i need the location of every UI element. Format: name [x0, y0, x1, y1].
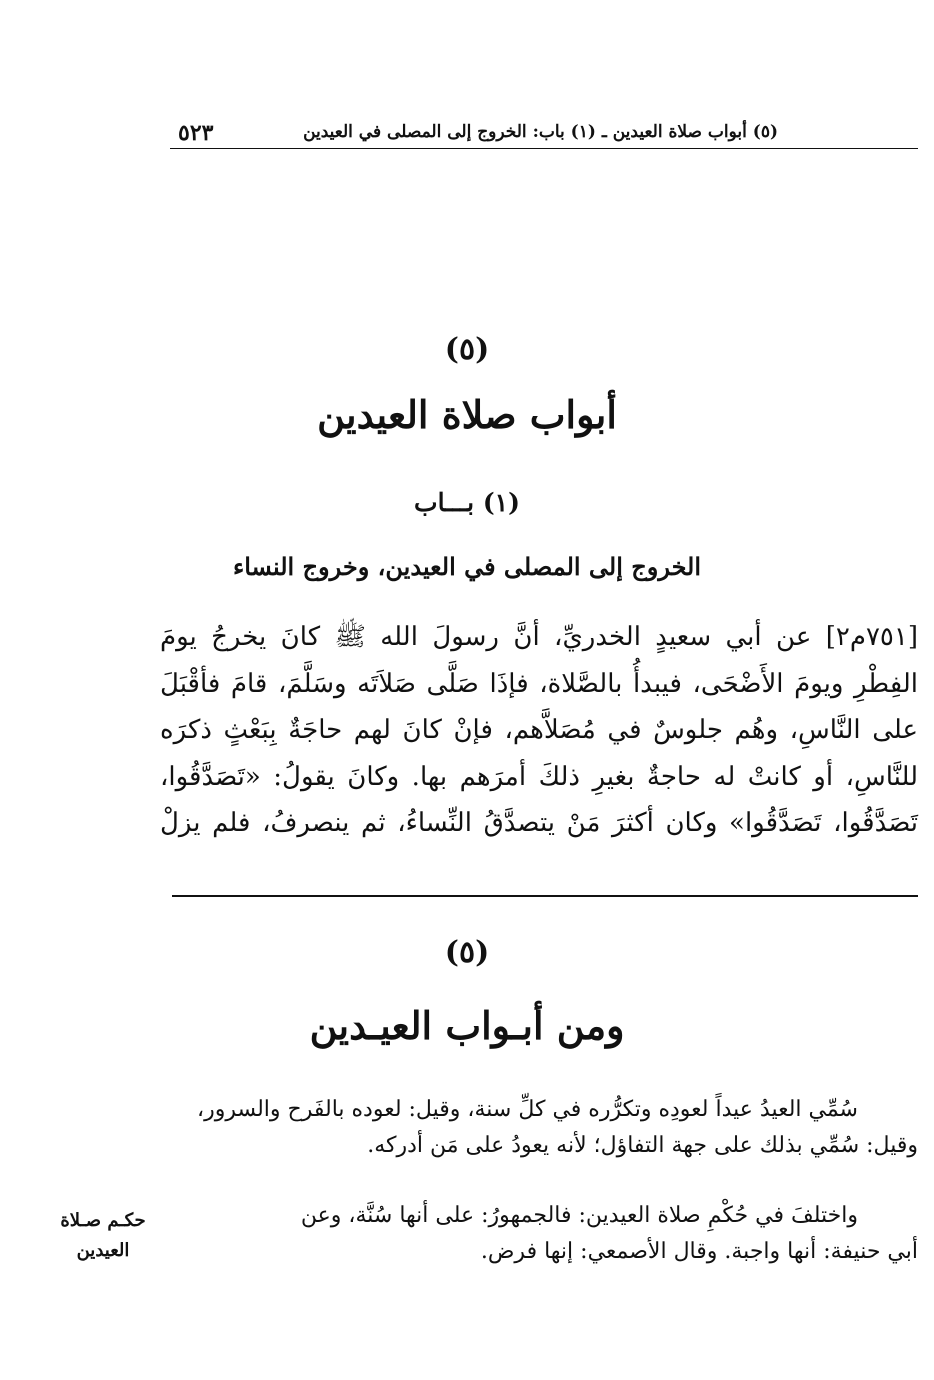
running-title: (٥) أبواب صلاة العيدين ـ (١) باب: الخروج إلى المصلى في العيدين	[303, 122, 778, 142]
hadith-line: على النَّاسِ، وهُم جلوسٌ في مُصَلاَّهم، فإنْ كانَ لهم حاجَةٌ بِبَعْثٍ ذكرَه	[160, 715, 918, 745]
commentary-line: أبي حنيفة: أنها واجبة. وقال الأصمعي: إنها فرض.	[480, 1239, 918, 1264]
hadith-line: الفِطْرِ ويومَ الأَضْحَى، فيبدأُ بالصَّلاة، فإذَا صَلَّى صَلاَتَه وسَلَّمَ، قامَ فأقْبَلَ	[160, 668, 918, 699]
hadith-line: تَصَدَّقُوا، تَصَدَّقُوا» وكان أكثرَ مَنْ يتصدَّقُ النِّساءُ، ثم ينصرفُ، فلم يزلْ	[160, 808, 918, 838]
commentary-paragraph-2	[170, 1198, 918, 1270]
commentary-line: سُمِّي العيدُ عيداً لعودِه وتكرُّره في كلِّ سنة، وقيل: لعوده بالفَرح والسرور،	[196, 1097, 858, 1122]
page-header	[170, 118, 918, 149]
commentary-line: واختلفَ في حُكْمِ صلاة العيدين: فالجمهورُ: على أنها سُنَّة، وعن	[300, 1203, 858, 1228]
hadith-line: [٧٥١م٢] عن أبي سعيدٍ الخدريِّ، أنَّ رسولَ الله ﷺ كانَ يخرجُ يومَ	[160, 622, 918, 652]
margin-note: حكـم صـلاة العيدين	[60, 1210, 146, 1261]
commentary-line: وقيل: سُمِّي بذلك على جهة التفاؤل؛ لأنه يعودُ على مَن أدركه.	[367, 1133, 918, 1158]
chapter-title: أبواب صلاة العيدين	[317, 392, 617, 437]
commentary-title: ومن أبـواب العيـدين	[309, 1003, 625, 1048]
hadith-line: للنَّاسِ، أو كانتْ له حاجةٌ بغيرِ ذلكَ أمرَهم بها. وكانَ يقولُ: «تَصَدَّقُوا،	[160, 761, 918, 792]
commentary-paragraph-1	[170, 1092, 918, 1164]
chapter-number: (٥)	[444, 332, 490, 367]
page-number: ٥٢٣	[178, 120, 214, 146]
footnote-divider	[172, 895, 918, 897]
commentary-number: (٥)	[444, 935, 490, 970]
hadith-text	[160, 614, 918, 847]
bab-label: (١) بـــاب	[414, 488, 520, 517]
bab-title: الخروج إلى المصلى في العيدين، وخروج النساء	[232, 552, 702, 581]
